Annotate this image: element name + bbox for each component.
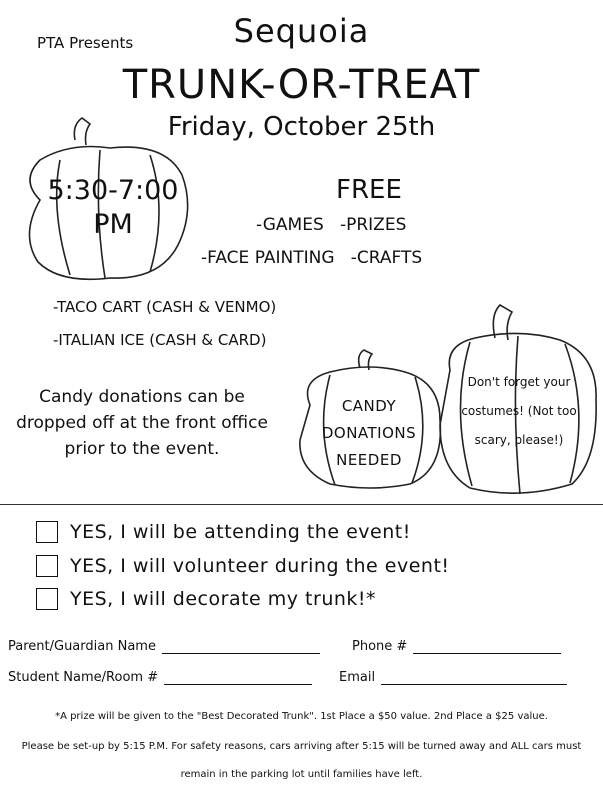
event-date: Friday, October 25th — [167, 112, 436, 142]
free-title: FREE — [336, 175, 402, 205]
email-label: Email — [339, 670, 376, 685]
food-item-ice: -ITALIAN ICE (CASH & CARD) — [53, 331, 267, 349]
candy-donation-text: Candy donations can be dropped off at the front office prior to the event. — [16, 387, 268, 459]
school-title: Sequoia — [233, 12, 370, 50]
checkbox-attending[interactable] — [36, 521, 58, 543]
free-items-line-1: -GAMES -PRIZES — [256, 215, 407, 235]
checkbox-label-attending: YES, I will be attending the event! — [70, 521, 411, 543]
presenter-label: PTA Presents — [37, 34, 134, 52]
student-name-line[interactable] — [164, 670, 312, 685]
prize-note: *A prize will be given to the "Best Decorated Trunk". 1st Place a $50 value. 2nd Place a $25 value. — [55, 711, 548, 722]
parent-name-label: Parent/Guardian Name — [8, 639, 156, 654]
costume-note: Don't forget your costumes! (Not too scary, please!) — [461, 375, 577, 447]
phone-line[interactable] — [413, 639, 561, 654]
food-item-taco: -TACO CART (CASH & VENMO) — [53, 298, 277, 316]
checkbox-decorate[interactable] — [36, 588, 58, 610]
divider — [0, 504, 603, 505]
phone-field[interactable] — [352, 639, 561, 654]
checkbox-label-volunteer: YES, I will volunteer during the event! — [70, 555, 450, 577]
setup-note-line-1: Please be set-up by 5:15 P.M. For safety reasons, cars arriving after 5:15 will be turned away and ALL cars must — [21, 741, 582, 752]
setup-note-line-2: remain in the parking lot until families have left. — [180, 769, 423, 780]
candy-pumpkin-text: CANDY DONATIONS NEEDED — [321, 397, 417, 469]
event-time: 5:30-7:00 PM — [47, 175, 179, 240]
student-name-field[interactable] — [8, 670, 312, 685]
checkbox-row-attending[interactable] — [36, 521, 411, 543]
checkbox-label-decorate: YES, I will decorate my trunk!* — [70, 588, 377, 610]
student-name-label: Student Name/Room # — [8, 670, 159, 685]
parent-name-line[interactable] — [162, 639, 320, 654]
parent-name-field[interactable] — [8, 639, 320, 654]
event-title: TRUNK-OR-TREAT — [122, 62, 481, 108]
checkbox-volunteer[interactable] — [36, 555, 58, 577]
phone-label: Phone # — [352, 639, 408, 654]
email-line[interactable] — [381, 670, 567, 685]
checkbox-row-decorate[interactable] — [36, 588, 376, 610]
email-field[interactable] — [339, 670, 567, 685]
free-items-line-2: -FACE PAINTING -CRAFTS — [201, 248, 423, 268]
checkbox-row-volunteer[interactable] — [36, 555, 450, 577]
